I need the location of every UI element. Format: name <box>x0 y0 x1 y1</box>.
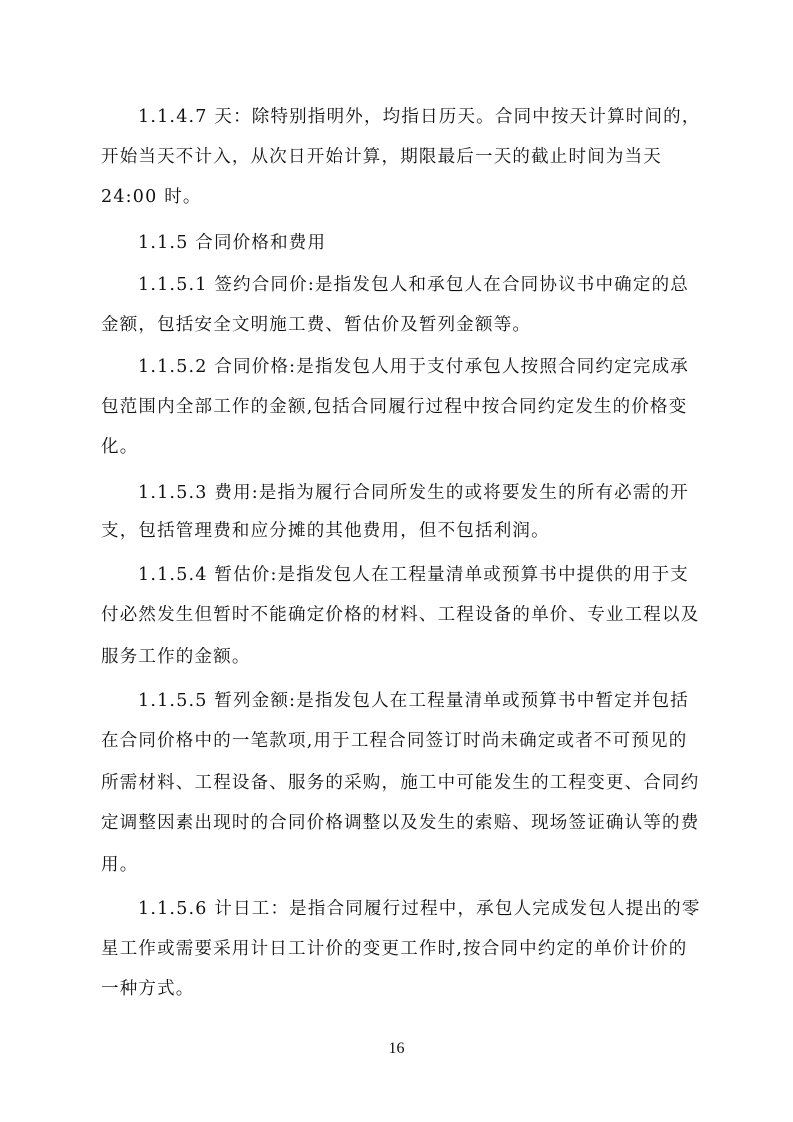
text-line: 1.1.5.2 合同价格:是指发包人用于支付承包人按照合同约定完成承 <box>138 357 689 377</box>
text-line: 1.1.4.7 天：除特别指明外，均指日历天。合同中按天计算时间的， <box>138 107 701 127</box>
text-line: 包范围内全部工作的金额,包括合同履行过程中按合同约定发生的价格变 <box>101 397 688 417</box>
text-line: 24:00 时。 <box>101 187 202 207</box>
text-line: 金额，包括安全文明施工费、暂估价及暂列金额等。 <box>101 315 532 335</box>
text-line: 1.1.5.6 计日工：是指合同履行过程中，承包人完成发包人提出的零 <box>138 899 701 919</box>
text-line: 星工作或需要采用计日工计价的变更工作时,按合同中约定的单价计价的 <box>101 939 688 959</box>
text-line: 支，包括管理费和应分摊的其他费用，但不包括利润。 <box>101 521 550 541</box>
text-line: 1.1.5.4 暂估价:是指发包人在工程量清单或预算书中提供的用于支 <box>138 565 689 585</box>
text-line: 一种方式。 <box>101 979 195 999</box>
page-number: 16 <box>388 1040 405 1057</box>
text-line: 1.1.5.1 签约合同价:是指发包人和承包人在合同协议书中确定的总 <box>138 275 689 295</box>
section-heading: 1.1.5 合同价格和费用 <box>138 233 327 253</box>
text-line: 在合同价格中的一笔款项,用于工程合同签订时尚未确定或者不可预见的 <box>101 731 688 751</box>
text-line: 1.1.5.3 费用:是指为履行合同所发生的或将要发生的所有必需的开 <box>138 483 689 503</box>
text-line: 用。 <box>101 855 139 875</box>
text-line: 1.1.5.5 暂列金额:是指发包人在工程量清单或预算书中暂定并包括 <box>138 691 689 711</box>
text-line: 化。 <box>101 437 139 457</box>
text-line: 定调整因素出现时的合同价格调整以及发生的索赔、现场签证确认等的费 <box>101 813 700 833</box>
text-line: 付必然发生但暂时不能确定价格的材料、工程设备的单价、专业工程以及 <box>101 605 700 625</box>
text-line: 所需材料、工程设备、服务的采购，施工中可能发生的工程变更、合同约 <box>101 773 700 793</box>
text-line: 服务工作的金额。 <box>101 647 251 667</box>
text-line: 开始当天不计入，从次日开始计算，期限最后一天的截止时间为当天 <box>101 147 662 167</box>
